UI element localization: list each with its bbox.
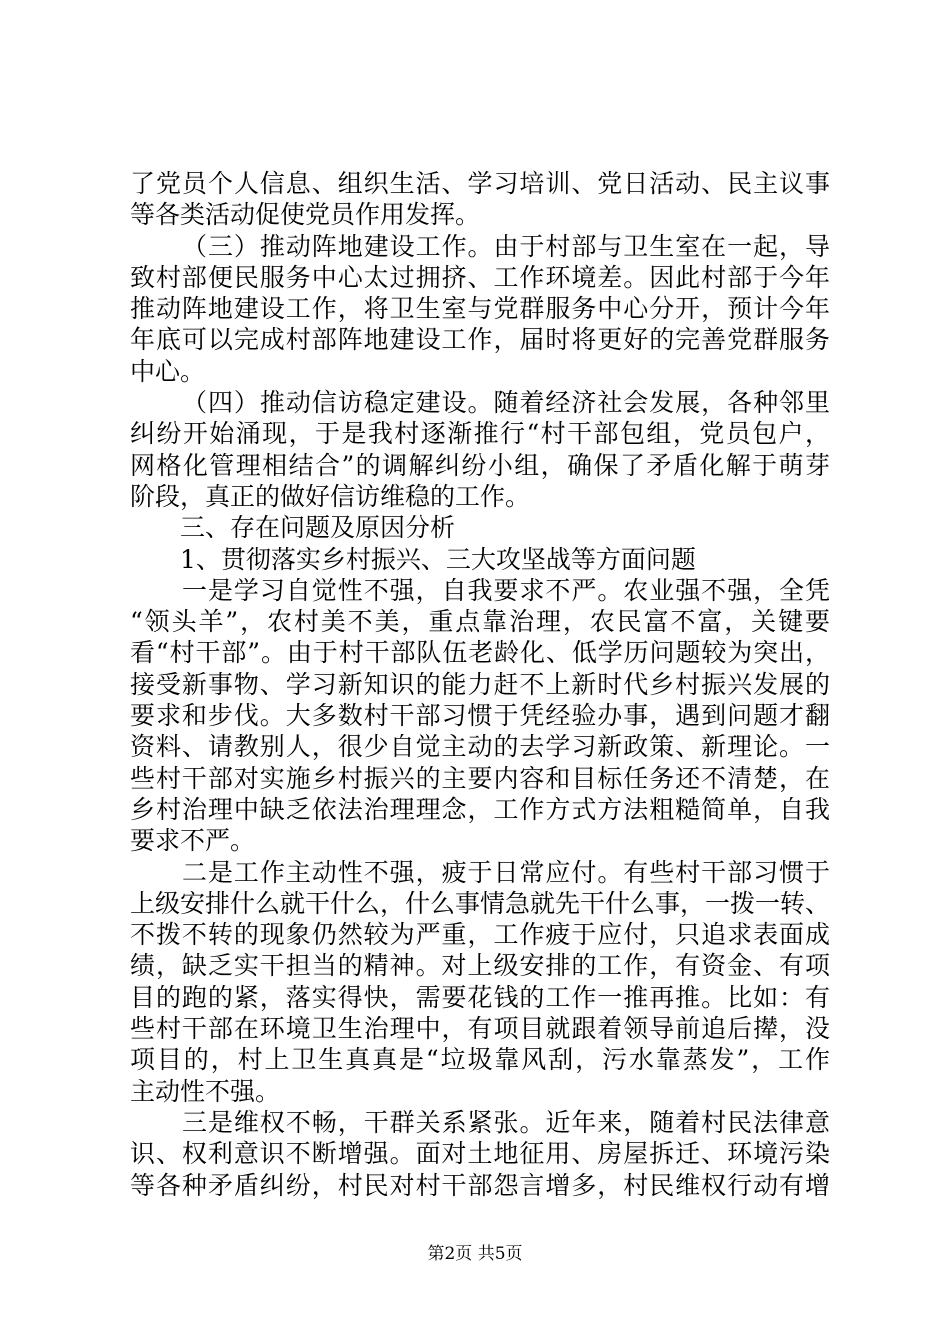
text-line: 网格化管理相结合”的调解纠纷小组，确保了矛盾化解于萌芽 [130, 450, 830, 480]
text-line: 1、贯彻落实乡村振兴、三大攻坚战等方面问题 [180, 544, 696, 574]
text-line: 三是维权不畅，干群关系紧张。近年来，随着村民法律意 [182, 1107, 830, 1137]
text-line: （三）推动阵地建设工作。由于村部与卫生室在一起，导 [182, 231, 830, 261]
text-line: 了党员个人信息、组织生活、学习培训、党日活动、民主议事 [130, 169, 830, 198]
text-line: “领头羊”，农村美不美，重点靠治理，农民富不富，关键要 [130, 607, 830, 637]
text-line: （四）推动信访稳定建设。随着经济社会发展，各种邻里 [182, 388, 830, 418]
text-line: 看“村干部”。由于村干部队伍老龄化、低学历问题较为突出， [130, 638, 830, 668]
text-line: 年底可以完成村部阵地建设工作，届时将更好的完善党群服务 [130, 325, 830, 355]
text-line: 不拨不转的现象仍然较为严重，工作疲于应付，只追求表面成 [130, 920, 830, 950]
text-line: 要求和步伐。大多数村干部习惯于凭经验办事，遇到问题才翻 [130, 701, 830, 731]
page-number: 第2页 共5页 [427, 1244, 523, 1264]
text-line: 绩，缺乏实干担当的精神。对上级安排的工作，有资金、有项 [130, 951, 830, 981]
text-line: 上级安排什么就干什么，什么事情急就先干什么事，一拨一转、 [130, 888, 831, 918]
text-line: 纠纷开始涌现，于是我村逐渐推行“村干部包组，党员包户， [130, 419, 830, 449]
text-line: 些村干部对实施乡村振兴的主要内容和目标任务还不清楚，在 [130, 763, 830, 793]
text-line: 资料、请教别人，很少自觉主动的去学习新政策、新理论。一 [130, 732, 830, 762]
text-line: 识、权利意识不断增强。面对土地征用、房屋拆迁、环境污染 [130, 1139, 830, 1169]
text-line: 致村部便民服务中心太过拥挤、工作环境差。因此村部于今年 [130, 262, 830, 292]
text-line: 二是工作主动性不强，疲于日常应付。有些村干部习惯于 [182, 857, 830, 887]
text-line: 一是学习自觉性不强，自我要求不严。农业强不强，全凭 [182, 575, 830, 605]
text-line: 三、存在问题及原因分析 [180, 513, 456, 543]
text-line: 接受新事物、学习新知识的能力赶不上新时代乡村振兴发展的 [130, 669, 830, 699]
text-line: 些村干部在环境卫生治理中，有项目就跟着领导前追后撵，没 [130, 1014, 830, 1044]
text-line: 推动阵地建设工作，将卫生室与党群服务中心分开，预计今年 [130, 294, 830, 324]
text-line: 目的跑的紧，落实得快，需要花钱的工作一推再推。比如：有 [130, 982, 830, 1012]
text-line: 项目的，村上卫生真真是“垃圾靠风刮，污水靠蒸发”，工作 [130, 1045, 830, 1075]
page-footer [0, 1244, 950, 1264]
text-line: 主动性不强。 [130, 1076, 281, 1106]
document-body [130, 168, 830, 1201]
text-line: 中心。 [130, 356, 206, 386]
text-line: 阶段，真正的做好信访维稳的工作。 [130, 481, 531, 511]
text-line: 要求不严。 [130, 826, 256, 856]
text-line: 等各类活动促使党员作用发挥。 [130, 200, 481, 230]
text-line: 等各种矛盾纠纷，村民对村干部怨言增多，村民维权行动有增 [130, 1170, 830, 1200]
text-line: 乡村治理中缺乏依法治理理念，工作方式方法粗糙简单，自我 [130, 794, 830, 824]
